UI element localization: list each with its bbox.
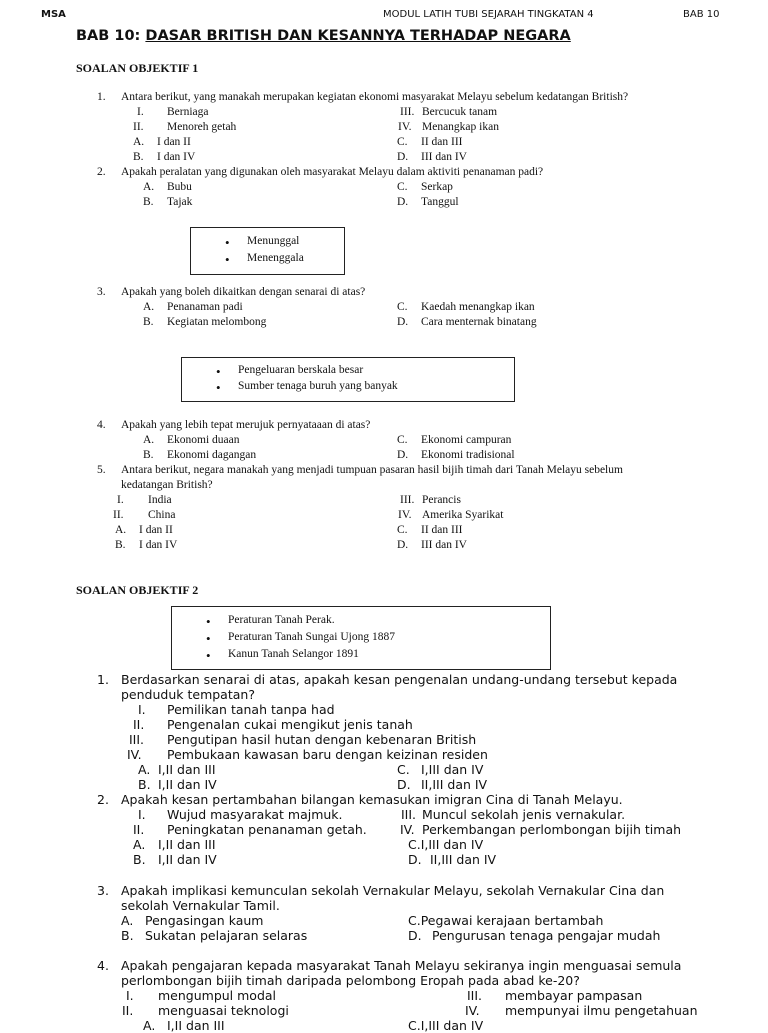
s1-q3-option-text: Penanaman padi (167, 301, 243, 313)
s1-q1-option-text: III dan IV (421, 151, 467, 163)
stimulus-item: • Menenggala (247, 252, 304, 264)
s1-q1-option-text: II dan III (421, 136, 463, 148)
s1-q5-roman-text: Amerika Syarikat (422, 509, 504, 521)
s1-q2-option-text: Tajak (167, 196, 193, 208)
s2-q1-text-line2: penduduk tempatan? (121, 687, 255, 702)
s1-q2-option-label: A. (143, 181, 155, 193)
s1-q1-roman-text: Menoreh getah (167, 121, 237, 133)
s1-q4-text: Apakah yang lebih tepat merujuk pernyataaan di atas? (121, 419, 371, 431)
s1-q4-option-text: Ekonomi duaan (167, 434, 240, 446)
s1-q3-number: 3. (97, 286, 106, 298)
title-main: DASAR BRITISH DAN KESANNYA TERHADAP NEGARA (145, 28, 571, 44)
s1-q1-roman-text: Bercucuk tanam (422, 106, 498, 118)
s1-q2-number: 2. (97, 166, 106, 178)
page-title (76, 28, 571, 44)
s1-q4-option-label: C. (397, 434, 408, 446)
s2-q4-text-line1: Apakah pengajaran kepada masyarakat Tanah Melayu sekiranya ingin menguasai semula (121, 958, 682, 973)
s2-q4-roman-num: II. (122, 1003, 134, 1018)
s1-q4-option-label: D. (397, 449, 409, 461)
s1-q3-option-label: D. (397, 316, 409, 328)
s2-q2-option-text: II,III dan IV (430, 852, 497, 867)
s1-q2-option-label: C. (397, 181, 408, 193)
s2-q1-roman-text: Pemilikan tanah tanpa had (167, 702, 335, 717)
s1-q5-text-line2: kedatangan British? (121, 479, 213, 491)
header-right: BAB 10 (683, 9, 720, 20)
s1-q5-roman-text: India (148, 494, 172, 506)
s2-q4-roman-text: mempunyai ilmu pengetahuan (505, 1003, 698, 1018)
s2-q1-option-text: II,III dan IV (421, 777, 488, 792)
s2-q3-text-line1: Apakah implikasi kemunculan sekolah Vernakular Melayu, sekolah Vernakular Cina dan (121, 883, 665, 898)
s2-q2-option-text: C.I,III dan IV (408, 837, 484, 852)
s1-q5-option-text: II dan III (421, 524, 463, 536)
s1-q1-roman-num: I. (137, 106, 144, 118)
s2-q1-roman-num: I. (138, 702, 146, 717)
s2-q3-option-text: Sukatan pelajaran selaras (145, 928, 308, 943)
section1-heading: SOALAN OBJEKTIF 1 (76, 61, 199, 75)
stimulus-item: • Pengeluaran berskala besar (238, 364, 363, 376)
s2-q4-roman-text: mengumpul modal (158, 988, 277, 1003)
s1-q5-option-text: I dan IV (139, 539, 178, 551)
s1-q3-option-label: B. (143, 316, 154, 328)
s2-q4-option-text: I,II dan III (167, 1018, 225, 1033)
s1-q1-option-text: I dan II (157, 136, 191, 148)
s1-q5-option-label: A. (115, 524, 127, 536)
s2-q4-roman-num: IV. (465, 1003, 480, 1018)
s2-q2-roman-num: II. (133, 822, 145, 837)
s1-q3-option-text: Kaedah menangkap ikan (421, 301, 535, 313)
s2-q4-option-label: A. (143, 1018, 156, 1033)
s1-q4-option-text: Ekonomi campuran (421, 434, 512, 446)
s2-q4-roman-num: III. (467, 988, 483, 1003)
s1-q1-option-label: B. (133, 151, 144, 163)
s1-q5-roman-text: China (148, 509, 176, 521)
s1-q5-text-line1: Antara berikut, negara manakah yang menjadi tumpuan pasaran hasil bijih timah dari Tanah Melayu sebelum (121, 464, 623, 476)
s2-q4-text-line2: perlombongan bijih timah daripada pelombong Eropah pada abad ke-20? (121, 973, 580, 988)
stimulus-item: • Peraturan Tanah Perak. (228, 614, 335, 626)
s1-q1-roman-num: III. (400, 106, 415, 118)
s1-q3-option-text: Kegiatan melombong (167, 316, 267, 328)
s2-q2-text: Apakah kesan pertambahan bilangan kemasukan imigran Cina di Tanah Melayu. (121, 792, 623, 807)
s2-q2-option-text: I,II dan IV (158, 852, 217, 867)
s2-q2-roman-num: III. (401, 807, 417, 822)
s2-q1-number: 1. (97, 672, 109, 687)
stimulus-item: • Sumber tenaga buruh yang banyak (238, 380, 398, 392)
s1-q4-option-label: A. (143, 434, 155, 446)
s1-q1-roman-num: II. (133, 121, 144, 133)
s2-q4-roman-text: membayar pampasan (505, 988, 643, 1003)
s1-q5-number: 5. (97, 464, 106, 476)
s2-q4-roman-num: I. (126, 988, 134, 1003)
s1-q1-roman-text: Menangkap ikan (422, 121, 499, 133)
s1-q2-option-text: Serkap (421, 181, 453, 193)
s1-q5-option-label: B. (115, 539, 126, 551)
s1-q3-option-label: C. (397, 301, 408, 313)
s2-q3-option-label: B. (121, 928, 134, 943)
s1-q5-roman-num: I. (117, 494, 124, 506)
s1-q4-option-label: B. (143, 449, 154, 461)
s1-q5-roman-num: III. (400, 494, 415, 506)
s2-q1-roman-num: IV. (127, 747, 142, 762)
s1-q5-option-text: I dan II (139, 524, 173, 536)
s1-q2-text: Apakah peralatan yang digunakan oleh masyarakat Melayu dalam aktiviti penanaman padi? (121, 166, 544, 178)
s2-q2-number: 2. (97, 792, 109, 807)
s2-q1-option-label: A. (138, 762, 151, 777)
s1-q5-roman-num: IV. (398, 509, 412, 521)
stimulus-item: • Menunggal (247, 235, 299, 247)
stimulus-box-3 (171, 606, 551, 670)
s2-q4-number: 4. (97, 958, 109, 973)
s1-q5-roman-text: Perancis (422, 494, 461, 506)
s2-q1-roman-text: Pembukaan kawasan baru dengan keizinan residen (167, 747, 488, 762)
s2-q1-roman-num: II. (133, 717, 145, 732)
s1-q3-text: Apakah yang boleh dikaitkan dengan senarai di atas? (121, 286, 366, 298)
s2-q2-roman-text: Perkembangan perlombongan bijih timah (422, 822, 682, 837)
s1-q2-option-label: D. (397, 196, 409, 208)
s1-q5-option-text: III dan IV (421, 539, 467, 551)
s2-q3-option-label: A. (121, 913, 134, 928)
s2-q1-option-label: B. (138, 777, 151, 792)
s2-q3-option-text: C.Pegawai kerajaan bertambah (408, 913, 604, 928)
s2-q3-option-text: Pengasingan kaum (145, 913, 264, 928)
s2-q1-option-label: D. (397, 777, 411, 792)
s2-q1-option-text: I,II dan IV (158, 777, 217, 792)
s2-q2-roman-num: IV. (400, 822, 415, 837)
s2-q3-number: 3. (97, 883, 109, 898)
s2-q2-option-label: D. (408, 852, 422, 867)
s1-q4-option-text: Ekonomi dagangan (167, 449, 257, 461)
s1-q5-option-label: D. (397, 539, 409, 551)
s1-q1-roman-text: Berniaga (167, 106, 209, 118)
stimulus-box-1 (190, 227, 345, 275)
s1-q5-option-label: C. (397, 524, 408, 536)
s1-q1-option-label: C. (397, 136, 408, 148)
s2-q3-text-line2: sekolah Vernakular Tamil. (121, 898, 280, 913)
s1-q1-option-label: A. (133, 136, 145, 148)
s2-q3-option-text: Pengurusan tenaga pengajar mudah (432, 928, 661, 943)
s2-q1-option-text: I,II dan III (158, 762, 216, 777)
s1-q4-option-text: Ekonomi tradisional (421, 449, 515, 461)
s2-q2-option-label: A. (133, 837, 146, 852)
s2-q1-roman-text: Pengenalan cukai mengikut jenis tanah (167, 717, 413, 732)
s1-q1-roman-num: IV. (398, 121, 412, 133)
header-center: MODUL LATIH TUBI SEJARAH TINGKATAN 4 (383, 9, 594, 20)
s1-q2-option-text: Bubu (167, 181, 192, 193)
s2-q2-roman-num: I. (138, 807, 146, 822)
s2-q1-option-label: C. (397, 762, 410, 777)
s1-q1-option-label: D. (397, 151, 409, 163)
s2-q1-text-line1: Berdasarkan senarai di atas, apakah kesan pengenalan undang-undang tersebut kepada (121, 672, 678, 687)
s2-q1-roman-text: Pengutipan hasil hutan dengan kebenaran British (167, 732, 477, 747)
s1-q2-option-text: Tanggul (421, 196, 459, 208)
s2-q2-roman-text: Peningkatan penanaman getah. (167, 822, 367, 837)
s2-q2-roman-text: Wujud masyarakat majmuk. (167, 807, 343, 822)
s2-q2-option-text: I,II dan III (158, 837, 216, 852)
stimulus-box-2 (181, 357, 515, 402)
stimulus-item: • Kanun Tanah Selangor 1891 (228, 648, 359, 660)
s2-q3-option-label: D. (408, 928, 422, 943)
s2-q2-option-label: B. (133, 852, 146, 867)
s2-q1-roman-num: III. (129, 732, 145, 747)
s1-q3-option-label: A. (143, 301, 155, 313)
s1-q1-number: 1. (97, 91, 106, 103)
s1-q1-text: Antara berikut, yang manakah merupakan kegiatan ekonomi masyarakat Melayu sebelum kedatangan British? (121, 91, 629, 103)
s1-q3-option-text: Cara menternak binatang (421, 316, 537, 328)
s1-q1-option-text: I dan IV (157, 151, 196, 163)
s2-q4-option-text: C.I,III dan IV (408, 1018, 484, 1033)
section2-heading: SOALAN OBJEKTIF 2 (76, 583, 199, 597)
s2-q4-roman-text: menguasai teknologi (158, 1003, 289, 1018)
s1-q2-option-label: B. (143, 196, 154, 208)
title-prefix: BAB 10: (76, 28, 146, 44)
stimulus-item: • Peraturan Tanah Sungai Ujong 1887 (228, 631, 395, 643)
s2-q2-roman-text: Muncul sekolah jenis vernakular. (422, 807, 626, 822)
header-left: MSA (41, 9, 66, 20)
s2-q1-option-text: I,III dan IV (421, 762, 484, 777)
s1-q4-number: 4. (97, 419, 106, 431)
s1-q5-roman-num: II. (113, 509, 124, 521)
